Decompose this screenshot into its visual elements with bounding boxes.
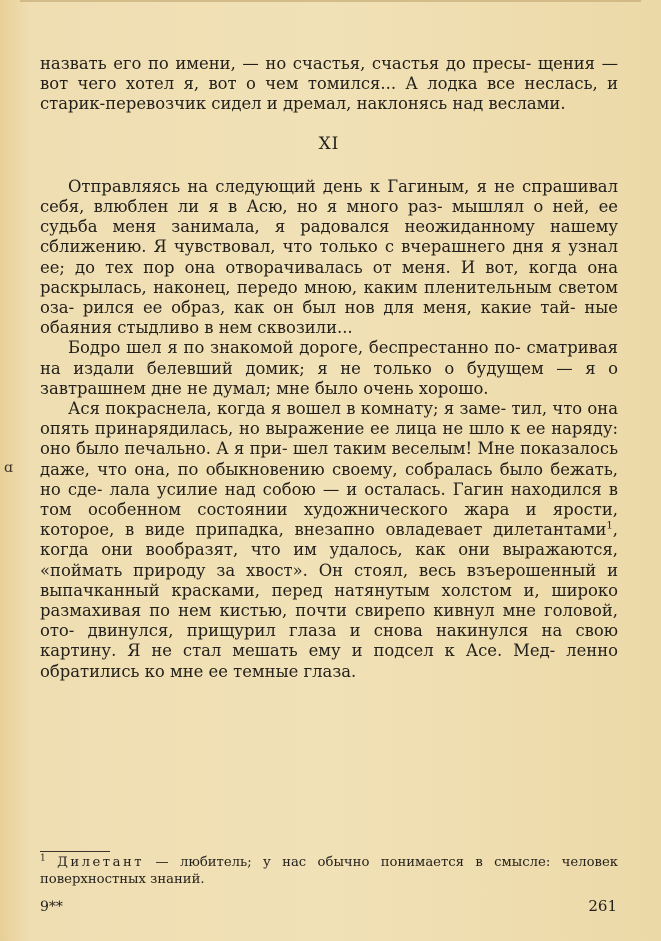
text-line: только с вчерашнего дня я узнал ее; до тех пор она <box>40 237 618 277</box>
text-line: Бодро шел я по знакомой дороге, беспрестанно по- <box>68 338 521 358</box>
footnote-text: — любитель; у нас обычно понимается в <box>144 855 483 870</box>
text-line: очень хорошо. <box>363 378 489 398</box>
footnote <box>40 854 618 888</box>
text-line: щения — вот чего хотел я, вот о чем томился... А <box>40 54 618 94</box>
margin-mark: ɑ <box>4 460 13 476</box>
main-text <box>40 54 618 682</box>
text-line: лодка все неслась, и старик-перевозчик сидел и дремал, <box>40 74 618 114</box>
text-line: перед натянутым холстом и, широко размахивая по <box>40 580 618 621</box>
top-edge-line <box>20 0 641 2</box>
text-fragment: дилетантами <box>492 520 607 540</box>
text-line: шел таким веселым! Мне показалось даже, что она, <box>40 439 618 479</box>
text-line: наклонясь над веслами. <box>356 94 566 114</box>
text-line: нем кистью, почти свирепо кивнул мне головой, отo- <box>40 601 618 641</box>
text-line: лала усилие над собою — и осталась. Гагин находился <box>109 479 602 499</box>
paragraph-1 <box>40 177 618 339</box>
chapter-heading: XI <box>318 133 340 154</box>
page-number: 261 <box>588 897 617 915</box>
text-line: Отправляясь на следующий день к Гагиным, я не <box>68 176 515 196</box>
text-line: неожиданному нашему сближению. Я чувствовал, что <box>40 217 618 257</box>
text-line: они выражаются, «поймать природу за хвост». Он <box>40 540 618 580</box>
text-line: Ася покраснела, когда я вошел в комнату; я заме- <box>68 399 507 419</box>
text-line: отворачивалась от меня. И вот, когда она раскрылась, <box>40 257 618 297</box>
footnote-term: Дилетант <box>57 855 145 870</box>
paragraph-2 <box>40 338 618 399</box>
footnote-divider <box>40 851 110 852</box>
text-line: по обыкновению своему, собралась было бежать, но сде- <box>40 459 618 499</box>
footnote-reference[interactable]: 1 <box>606 520 613 532</box>
text-line: назвать его по имени, — но счастья, счастья до пресы- <box>40 54 532 73</box>
text-line: лица не шло к ее наряду: оно было печально. А я при- <box>40 419 619 459</box>
text-line: ярости, которое, в виде припадка, внезапно овладевает <box>40 500 619 540</box>
text-line: будущем — я о завтрашнем дне не думал; мне было <box>40 358 619 398</box>
text-line: двинулся, прищурил глаза и снова накинулся на свою <box>87 621 618 641</box>
printer-signature: 9** <box>40 899 63 915</box>
opening-paragraph <box>40 54 618 115</box>
text-line: спрашивал себя, влюблен ли я в Асю, но я много раз- <box>40 176 618 217</box>
text-line: наконец, передо мною, каким пленительным светом оза- <box>40 277 618 318</box>
text-line: сматривая на издали белевший домик; я не только о <box>40 338 618 378</box>
text-line: ные обаяния стыдливо в нем сквозили... <box>40 298 618 338</box>
footnote-marker: 1 <box>40 853 46 864</box>
text-line: рился ее образ, как он был нов для меня, какие тай- <box>82 298 576 318</box>
text-line: мышлял о ней, ее судьба меня занимала, я радовался <box>40 197 618 237</box>
text-fragment: , когда они вообразят, что им удалось, как <box>40 520 618 560</box>
text-line: ленно обратились ко мне ее темные глаза. <box>40 641 618 681</box>
footnote-text: смысле: человек поверхностных знаний. <box>40 855 618 887</box>
text-line: картину. Я не стал мешать ему и подсел к Асе. Мед- <box>40 641 556 661</box>
text-line: стоял, весь взъерошенный и выпачканный красками, <box>40 560 619 600</box>
paragraph-3 <box>40 399 618 682</box>
text-line: тил, что она опять принарядилась, но выражение ее <box>40 399 618 439</box>
text-line: в том особенном состоянии художнического жара и <box>40 479 618 520</box>
